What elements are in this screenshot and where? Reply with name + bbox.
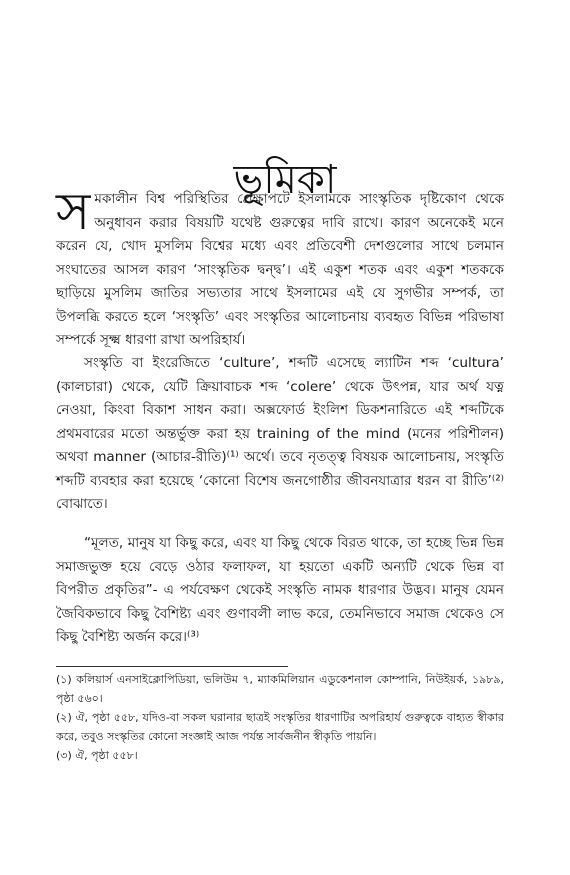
footnote-2: (২) ঐ, পৃষ্ঠা ৫৫৮, যদিও-বা সকল ঘরানার ছাত্রই সংস্কৃতির ধারণাটির অপরিহার্য গুরুত্বকে বাহ্যত স্বীকার করে, তবুও সংস্কৃতির কোনো সংজ্ঞাই আজ পর্যন্ত সার্বজনীন স্বীকৃতি পায়নি। bbox=[56, 711, 504, 743]
chapter-title: ভূমিকা bbox=[233, 156, 337, 203]
footnote-1: (১) কলিয়ার্স এনসাইক্লোপিডিয়া, ভলিউম ৭, ম্যাকমিলিয়ান এডুকেশনাল কোম্পানি, নিউইয়র্ক, ১৯৮৯, পৃষ্ঠা ৫৬০। bbox=[56, 673, 504, 705]
paragraph-3: “মূলত, মানুষ যা কিছু করে, এবং যা কিছু থেকে বিরত থাকে, তা হচ্ছে ভিন্ন ভিন্ন সমাজভুক্ত হয়ে বেড়ে ওঠার ফলাফল, যা হয়তো একটি অন্যটি থেকে ভিন্ন বা বিপরীত প্রকৃতির”- এ পর্যবেক্ষণ থেকেই সংস্কৃতি নামক ধারণার উদ্ভব। মানুষ যেমন জৈবিকভাবে কিছু বৈশিষ্ট্য এবং গুণাবলী লাভ করে, তেমনিভাবে সমাজ থেকেও সে কিছু বৈশিষ্ট্য অর্জন করে।⁽³⁾ bbox=[56, 535, 504, 645]
footnotes bbox=[56, 670, 504, 765]
paragraph-1-text: মকালীন বিশ্ব পরিস্থিতির প্রেক্ষাপটে ইসলামকে সাংস্কৃতিক দৃষ্টিকোণ থেকে অনুধাবন করার বিষয়টি যথেষ্ট গুরুত্বের দাবি রাখে। কারণ অনেকেই মনে করেন যে, খোদ মুসলিম বিশ্বের মধ্যে এবং প্রতিবেশী দেশগুলোর সাথে চলমান সংঘাতের আসল কারণ ‘সাংস্কৃতিক দ্বন্দ্ব’। এই একুশ শতক এবং একুশ শতককে ছাড়িয়ে মুসলিম জাতির সভ্যতার সাথে ইসলামের এই যে সুগভীর সম্পর্ক, তা উপলব্ধি করতে হলে ‘সংস্কৃতি’ এবং সংস্কৃতির আলোচনায় ব্যবহৃত বিভিন্ন পরিভাষা সম্পর্কে সূক্ষ্ম ধারণা রাখা অপরিহার্য। bbox=[56, 191, 504, 348]
footnote-3: (৩) ঐ, পৃষ্ঠা ৫৫৮। bbox=[56, 749, 138, 762]
paragraph-1 bbox=[56, 182, 504, 353]
footnote-divider bbox=[56, 666, 288, 667]
paragraph-2: সংস্কৃতি বা ইংরেজিতে ‘culture’, শব্দটি এসেছে ল্যাটিন শব্দ ‘cultura’ (কালচারা) থেকে, যেটি ক্রিয়াবাচক শব্দ ‘colere’ থেকে উৎপন্ন, যার অর্থ যত্ন নেওয়া, কিংবা বিকাশ সাধন করা। অক্সফোর্ড ইংলিশ ডিকশনারিতে এই শব্দটিকে প্রথমবারের মতো অন্তর্ভুক্ত করা হয় training of the mind (মনের পরিশীলন) অথবা manner (আচার-রীতি)⁽¹⁾ অর্থে। তবে নৃতত্ত্ব বিষয়ক আলোচনায়, সংস্কৃতি শব্দটি ব্যবহার করা হয়েছে ‘কোনো বিশেষ জনগোষ্ঠীর জীবনযাত্রার ধরন বা রীতি’⁽²⁾ বোঝাতে। bbox=[56, 355, 504, 512]
drop-cap-letter: স bbox=[56, 182, 91, 242]
